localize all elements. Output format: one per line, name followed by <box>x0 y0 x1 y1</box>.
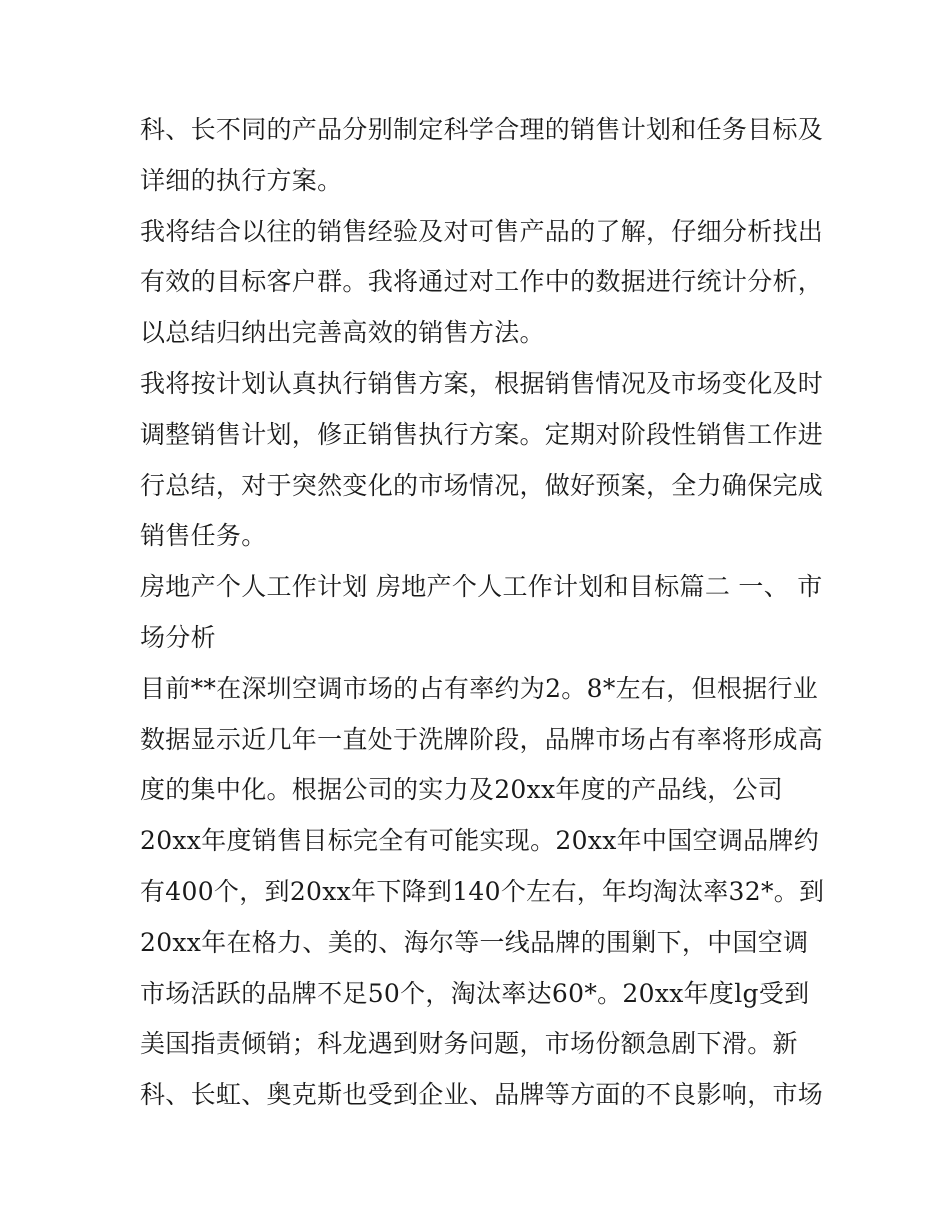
text-line: 我将按计划认真执行销售方案，根据销售情况及市场变化及时 <box>140 368 824 398</box>
text-line: 20xx年度销售目标完全有可能实现。20xx年中国空调品牌约 <box>140 826 820 856</box>
section-heading-line: 房地产个人工作计划 房地产个人工作计划和目标篇二 一、 市 <box>140 572 823 602</box>
text-line: 科、长虹、奥克斯也受到企业、品牌等方面的不良影响，市场 <box>140 1080 824 1110</box>
text-line: 调整销售计划，修正销售执行方案。定期对阶段性销售工作进 <box>140 419 824 449</box>
text-line: 数据显示近几年一直处于洗牌阶段，品牌市场占有率将形成高 <box>140 724 824 754</box>
text-line: 详细的执行方案。 <box>140 165 343 195</box>
text-line: 有400个，到20xx年下降到140个左右，年均淘汰率32*。到 <box>140 876 825 906</box>
text-line: 科、长不同的产品分别制定科学合理的销售计划和任务目标及 <box>140 115 824 144</box>
text-line: 行总结，对于突然变化的市场情况，做好预案，全力确保完成 <box>140 470 824 500</box>
text-line: 度的集中化。根据公司的实力及20xx年度的产品线，公司 <box>140 775 784 805</box>
document-body <box>140 105 825 1121</box>
text-line: 我将结合以往的销售经验及对可售产品的了解，仔细分析找出 <box>140 216 824 246</box>
text-line: 以总结归纳出完善高效的销售方法。 <box>140 318 545 348</box>
text-line: 市场活跃的品牌不足50个，淘汰率达60*。20xx年度lg受到 <box>140 978 810 1008</box>
section-heading-line: 场分析 <box>140 622 216 652</box>
text-line: 美国指责倾销；科龙遇到财务问题，市场份额急剧下滑。新 <box>140 1029 798 1059</box>
text-line: 有效的目标客户群。我将通过对工作中的数据进行统计分析， <box>140 267 824 297</box>
text-line: 20xx年在格力、美的、海尔等一线品牌的围剿下，中国空调 <box>140 927 809 957</box>
text-line: 目前**在深圳空调市场的占有率约为2。8*左右，但根据行业 <box>140 673 819 703</box>
text-line: 销售任务。 <box>140 521 267 551</box>
